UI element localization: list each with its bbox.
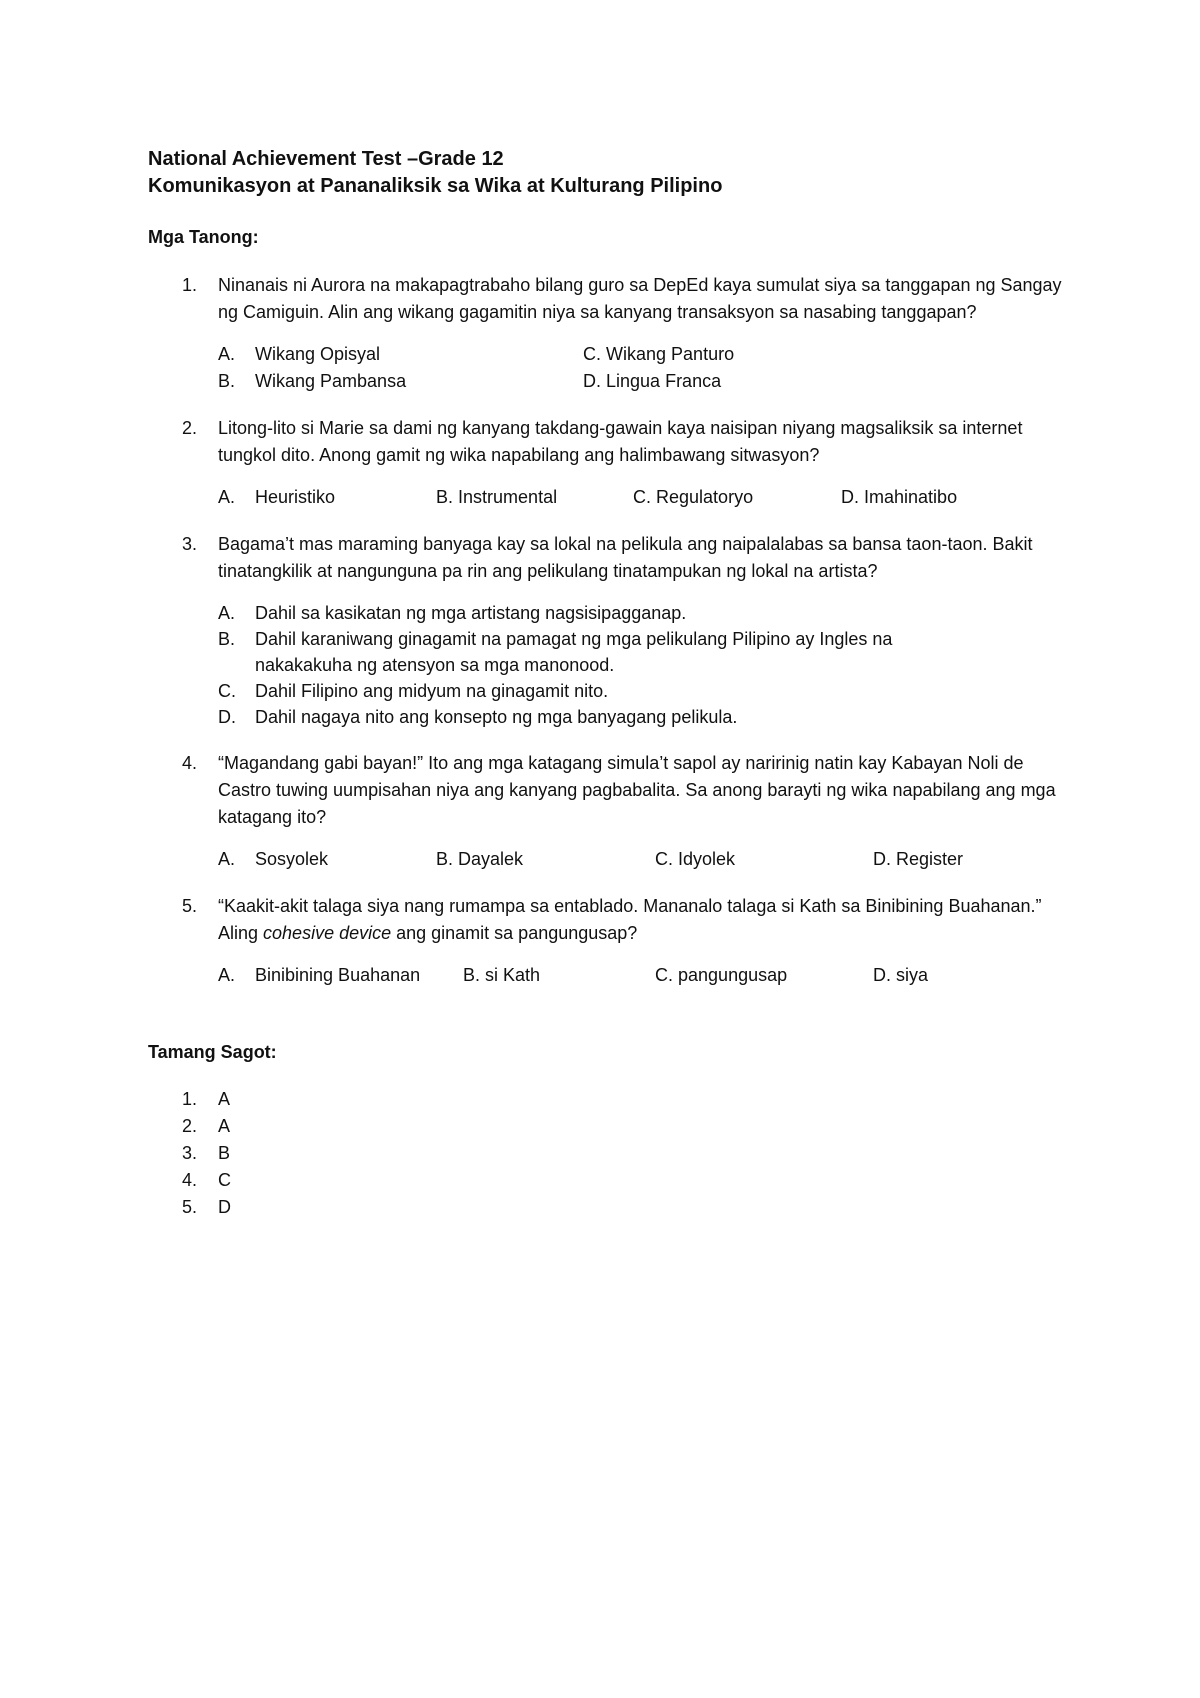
question-2	[148, 415, 1068, 511]
choice-d: D. siya	[873, 965, 929, 985]
choice-c: C. Idyolek	[655, 849, 736, 869]
answer-item: 4. C	[182, 1170, 231, 1190]
choice-b: B. Instrumental	[436, 487, 558, 507]
question-number: 4.	[182, 753, 198, 773]
question-number: 3.	[182, 534, 198, 554]
question-number: 5.	[182, 896, 198, 916]
choice-b: B. Wikang Pambansa	[218, 371, 407, 391]
answers-heading: Tamang Sagot:	[148, 1042, 277, 1062]
question-text: Litong-lito si Marie sa dami ng kanyang takdang-gawain kaya naisipan niyang magsaliksik sa internet tungkol dito. Anong gamit ng wika napabilang ang halimbawang sitwasyon?	[218, 418, 1023, 465]
choice-c: C. Regulatoryo	[633, 487, 754, 507]
answer-item: 3. B	[182, 1143, 231, 1163]
choice-a: A. Binibining Buahanan	[218, 965, 421, 985]
choice-b: B. Dayalek	[436, 849, 524, 869]
question-3	[148, 531, 1068, 730]
choice-b: B. si Kath	[463, 965, 541, 985]
choice-d: D. Imahinatibo	[841, 487, 958, 507]
choice-a: A. Wikang Opisyal	[218, 344, 381, 364]
question-text: “Kaakit-akit talaga siya nang rumampa sa entablado. Mananalo talaga si Kath sa Binibining Buahanan.” Aling cohesive device ang ginamit sa pangungusap?	[218, 896, 1042, 943]
choice-grid	[218, 341, 1068, 395]
question-4	[148, 750, 1068, 873]
choice-a: A. Sosyolek	[218, 849, 329, 869]
answer-item: 5. D	[182, 1197, 231, 1217]
choice-d: D. Dahil nagaya nito ang konsepto ng mga banyagang pelikula.	[218, 707, 738, 727]
question-1	[148, 272, 1068, 395]
choice-list	[218, 600, 1068, 730]
document-page	[148, 146, 1068, 1221]
answer-key	[148, 1086, 1068, 1221]
question-text: Bagama’t mas maraming banyaga kay sa lokal na pelikula ang naipalalabas sa bansa taon-taon. Bakit tinatangkilik at nangunguna pa rin ang pelikulang tinatampukan ng lokal na artista?	[218, 534, 1033, 581]
test-title: National Achievement Test –Grade 12	[148, 148, 504, 170]
question-text: “Magandang gabi bayan!” Ito ang mga katagang simula’t sapol ay naririnig natin kay Kabayan Noli de Castro tuwing uumpisahan niya ang kanyang pagbabalita. Sa anong barayti ng wika napabilang ang mga katagang ito?	[218, 753, 1056, 827]
question-number: 1.	[182, 275, 198, 295]
questions-heading: Mga Tanong:	[148, 227, 259, 247]
choice-c: C. Dahil Filipino ang midyum na ginagamit nito.	[218, 681, 609, 701]
choice-d: D. Lingua Franca	[583, 371, 722, 391]
question-5	[148, 893, 1068, 989]
question-list	[148, 272, 1068, 989]
document-header	[148, 146, 1068, 200]
subject-title: Komunikasyon at Pananaliksik sa Wika at Kulturang Pilipino	[148, 175, 723, 197]
choice-row	[218, 846, 1068, 873]
choice-row	[218, 962, 1068, 989]
choice-d: D. Register	[873, 849, 964, 869]
question-text: Ninanais ni Aurora na makapagtrabaho bilang guro sa DepEd kaya sumulat siya sa tanggapan ng Sangay ng Camiguin. Alin ang wikang gagamitin niya sa kanyang transaksyon sa nasabing tanggapan?	[218, 275, 1062, 322]
choice-a: A. Dahil sa kasikatan ng mga artistang nagsisipagganap.	[218, 603, 687, 623]
choice-row	[218, 484, 1068, 511]
question-number: 2.	[182, 418, 198, 438]
italic-term: cohesive device	[263, 923, 392, 943]
choice-c: C. Wikang Panturo	[583, 344, 735, 364]
choice-a: A. Heuristiko	[218, 487, 336, 507]
choice-c: C. pangungusap	[655, 965, 788, 985]
answer-item: 1. A	[182, 1089, 231, 1109]
choice-b: B. Dahil karaniwang ginagamit na pamagat ng mga pelikulang Pilipino ay Ingles na nakakakuha ng atensyon sa mga manonood.	[218, 629, 893, 675]
answer-item: 2. A	[182, 1116, 231, 1136]
